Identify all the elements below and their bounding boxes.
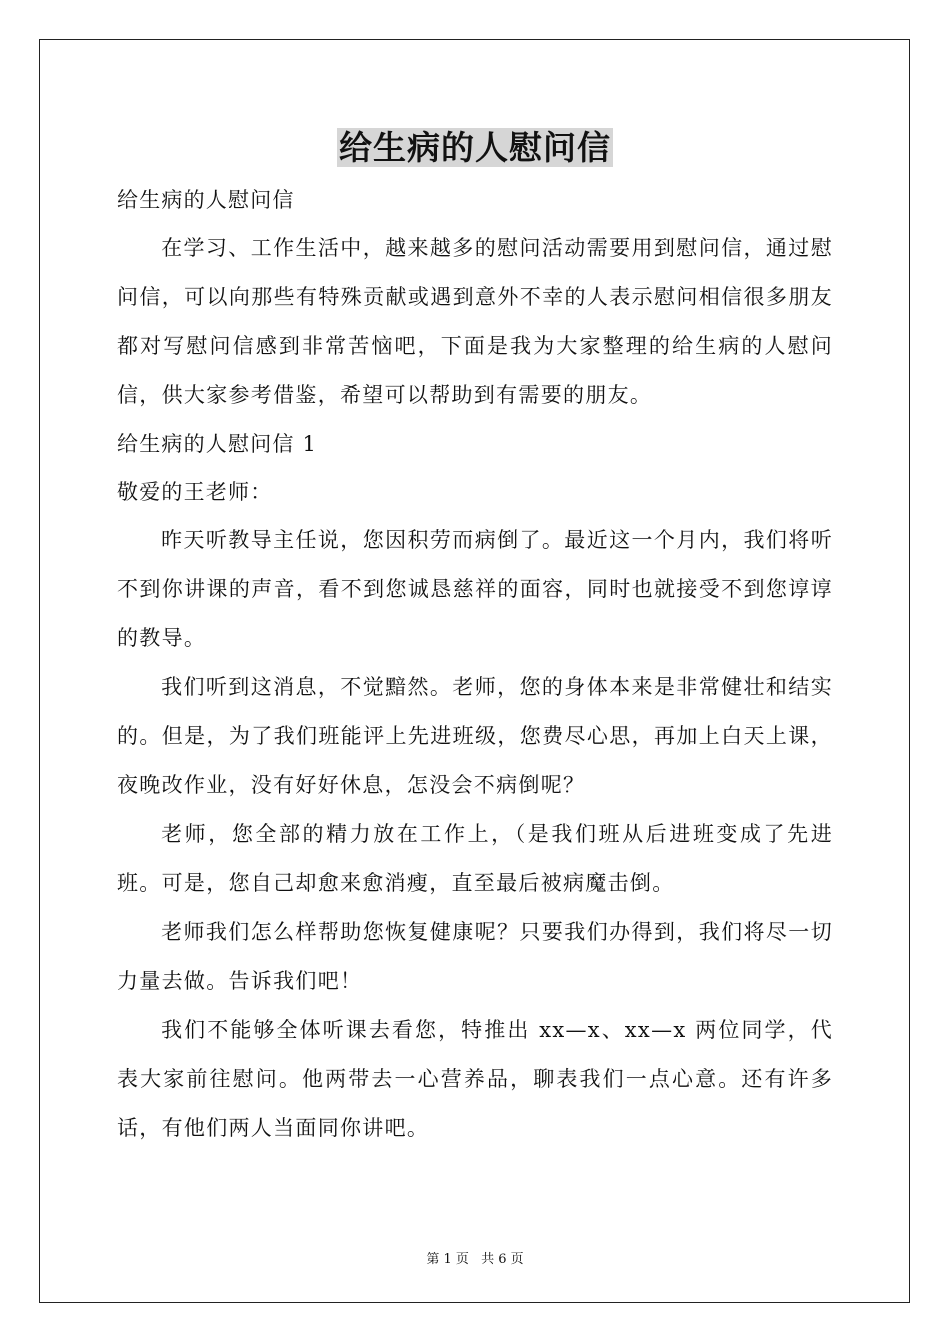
page-total: 共 6 页 — [481, 1252, 524, 1267]
subtitle: 给生病的人慰问信 — [117, 188, 295, 212]
body-paragraph: 老师，您全部的精力放在工作上，（是我们班从后进班变成了先进班。可是，您自己却愈来愈消瘦，直至最后被病魔击倒。 — [117, 822, 833, 895]
body-paragraph: 我们听到这消息，不觉黯然。老师，您的身体本来是非常健壮和结实的。但是，为了我们班能评上先进班级，您费尽心思，再加上白天上课，夜晚改作业，没有好好休息，怎没会不病倒呢？ — [117, 675, 833, 797]
body-paragraph: 老师我们怎么样帮助您恢复健康呢？只要我们办得到，我们将尽一切力量去做。告诉我们吧！ — [117, 920, 833, 993]
document-body — [117, 176, 833, 1153]
section-heading: 给生病的人慰问信 1 — [117, 432, 318, 456]
intro-paragraph: 在学习、工作生活中，越来越多的慰问活动需要用到慰问信，通过慰问信，可以向那些有特殊贡献或遇到意外不幸的人表示慰问相信很多朋友都对写慰问信感到非常苦恼吧，下面是我为大家整理的给生病的人慰问信，供大家参考借鉴，希望可以帮助到有需要的朋友。 — [117, 236, 833, 407]
body-paragraph: 昨天听教导主任说，您因积劳而病倒了。最近这一个月内，我们将听不到你讲课的声音，看不到您诚恳慈祥的面容，同时也就接受不到您谆谆的教导。 — [117, 528, 833, 650]
document-title: 给生病的人慰问信 — [339, 128, 611, 167]
page-footer — [0, 1248, 950, 1267]
salutation: 敬爱的王老师： — [117, 480, 273, 504]
body-paragraph: 我们不能够全体听课去看您，特推出 xx—x、xx—x 两位同学，代表大家前往慰问。他两带去一心营养品，聊表我们一点心意。还有许多话，有他们两人当面同你讲吧。 — [117, 1018, 833, 1140]
document-title-wrap — [0, 126, 950, 170]
page-number: 第 1 页 — [426, 1252, 469, 1267]
